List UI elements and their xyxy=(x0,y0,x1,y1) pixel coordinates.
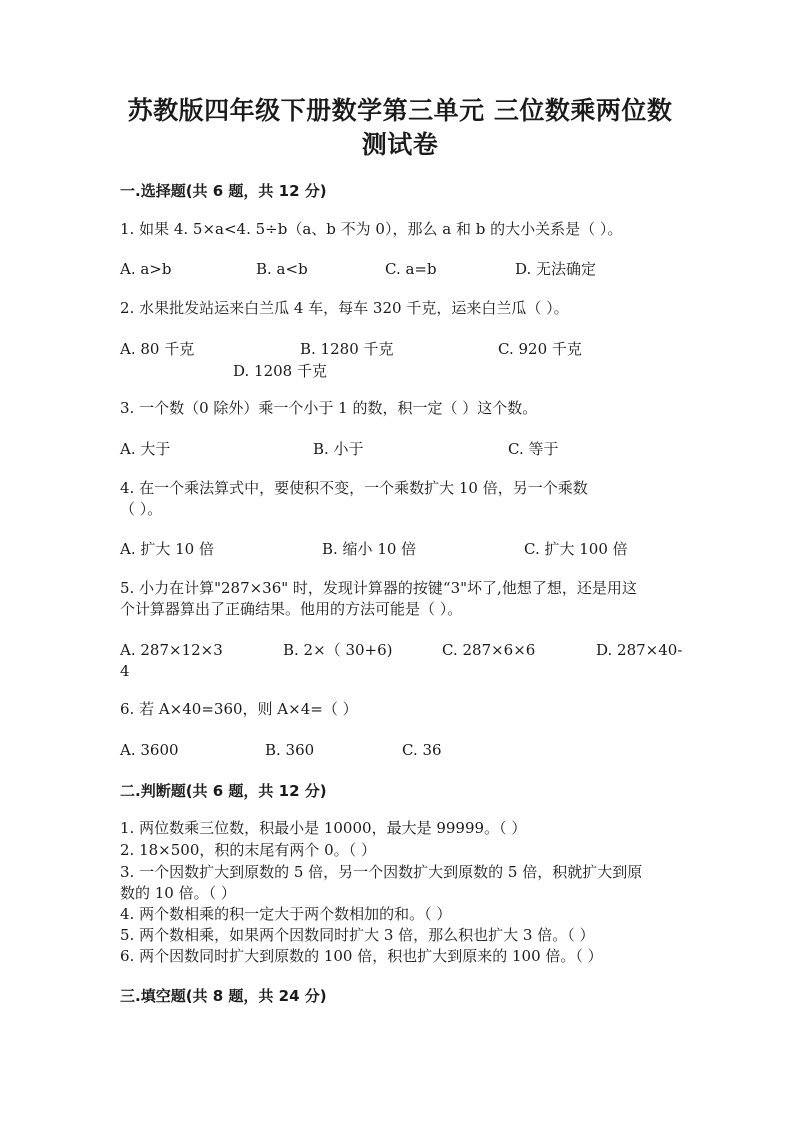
question-stem-cont: 个计算器算出了正确结果。他用的方法可能是（ ）。 xyxy=(120,600,463,618)
question-stem: 3. 一个数（0 除外）乘一个小于 1 的数，积一定（ ）这个数。 xyxy=(120,399,538,417)
judgement-item: 5. 两个数相乘，如果两个因数同时扩大 3 倍，那么积也扩大 3 倍。（ ） xyxy=(120,926,595,944)
question-stem: 6. 若 A×40=360，则 A×4=（ ） xyxy=(120,700,358,718)
option-d-cont: 4 xyxy=(120,662,130,680)
judgement-item: 3. 一个因数扩大到原数的 5 倍，另一个因数扩大到原数的 5 倍，积就扩大到原 xyxy=(120,863,643,881)
option-c: C. 等于 xyxy=(508,440,559,458)
section-heading-fill: 三.填空题(共 8 题，共 24 分) xyxy=(120,987,327,1005)
option-c: C. 287×6×6 xyxy=(442,641,536,659)
section-heading-judgement: 二.判断题(共 6 题，共 12 分) xyxy=(120,782,327,800)
question-stem: 5. 小力在计算"287×36" 时，发现计算器的按键“3"坏了,他想了想，还是用这 xyxy=(120,579,637,597)
option-d: D. 1208 千克 xyxy=(233,362,327,380)
page-title-line2: 测试卷 xyxy=(361,130,439,159)
judgement-item: 4. 两个数相乘的积一定大于两个数相加的和。（ ） xyxy=(120,905,452,923)
judgement-item: 6. 两个因数同时扩大到原数的 100 倍，积也扩大到原来的 100 倍。（ ） xyxy=(120,947,603,965)
option-b: B. 缩小 10 倍 xyxy=(322,540,417,558)
option-b: B. 小于 xyxy=(313,440,364,458)
judgement-item: 2. 18×500，积的末尾有两个 0。（ ） xyxy=(120,841,376,859)
question-stem: 1. 如果 4. 5×a<4. 5÷b（a、b 不为 0），那么 a 和 b 的大小关系是（ ）。 xyxy=(120,220,623,238)
option-a: A. 大于 xyxy=(120,440,171,458)
question-stem: 2. 水果批发站运来白兰瓜 4 车，每车 320 千克，运来白兰瓜（ ）。 xyxy=(120,299,569,317)
judgement-item: 1. 两位数乘三位数，积最小是 10000，最大是 99999。（ ） xyxy=(120,819,527,837)
option-b: B. 1280 千克 xyxy=(300,340,394,358)
page-title: 苏教版四年级下册数学第三单元 三位数乘两位数 xyxy=(127,96,673,125)
option-b: B. 2×（ 30+6) xyxy=(283,641,393,659)
judgement-item-cont: 数的 10 倍。（ ） xyxy=(120,884,236,902)
option-d: D. 无法确定 xyxy=(515,260,597,278)
question-stem: 4. 在一个乘法算式中，要使积不变，一个乘数扩大 10 倍，另一个乘数 xyxy=(120,479,588,497)
option-a: A. 扩大 10 倍 xyxy=(120,540,214,558)
option-a: A. a>b xyxy=(120,260,172,278)
option-c: C. a=b xyxy=(385,260,437,278)
option-a: A. 80 千克 xyxy=(120,340,195,358)
option-c: C. 920 千克 xyxy=(498,340,582,358)
option-a: A. 287×12×3 xyxy=(120,641,223,659)
option-c: C. 36 xyxy=(402,741,442,759)
option-a: A. 3600 xyxy=(120,741,179,759)
question-stem-cont: （ ）。 xyxy=(120,500,163,518)
option-b: B. a<b xyxy=(256,260,308,278)
option-c: C. 扩大 100 倍 xyxy=(524,540,628,558)
option-d: D. 287×40- xyxy=(596,641,683,659)
option-b: B. 360 xyxy=(265,741,315,759)
section-heading-choice: 一.选择题(共 6 题，共 12 分) xyxy=(120,182,327,200)
